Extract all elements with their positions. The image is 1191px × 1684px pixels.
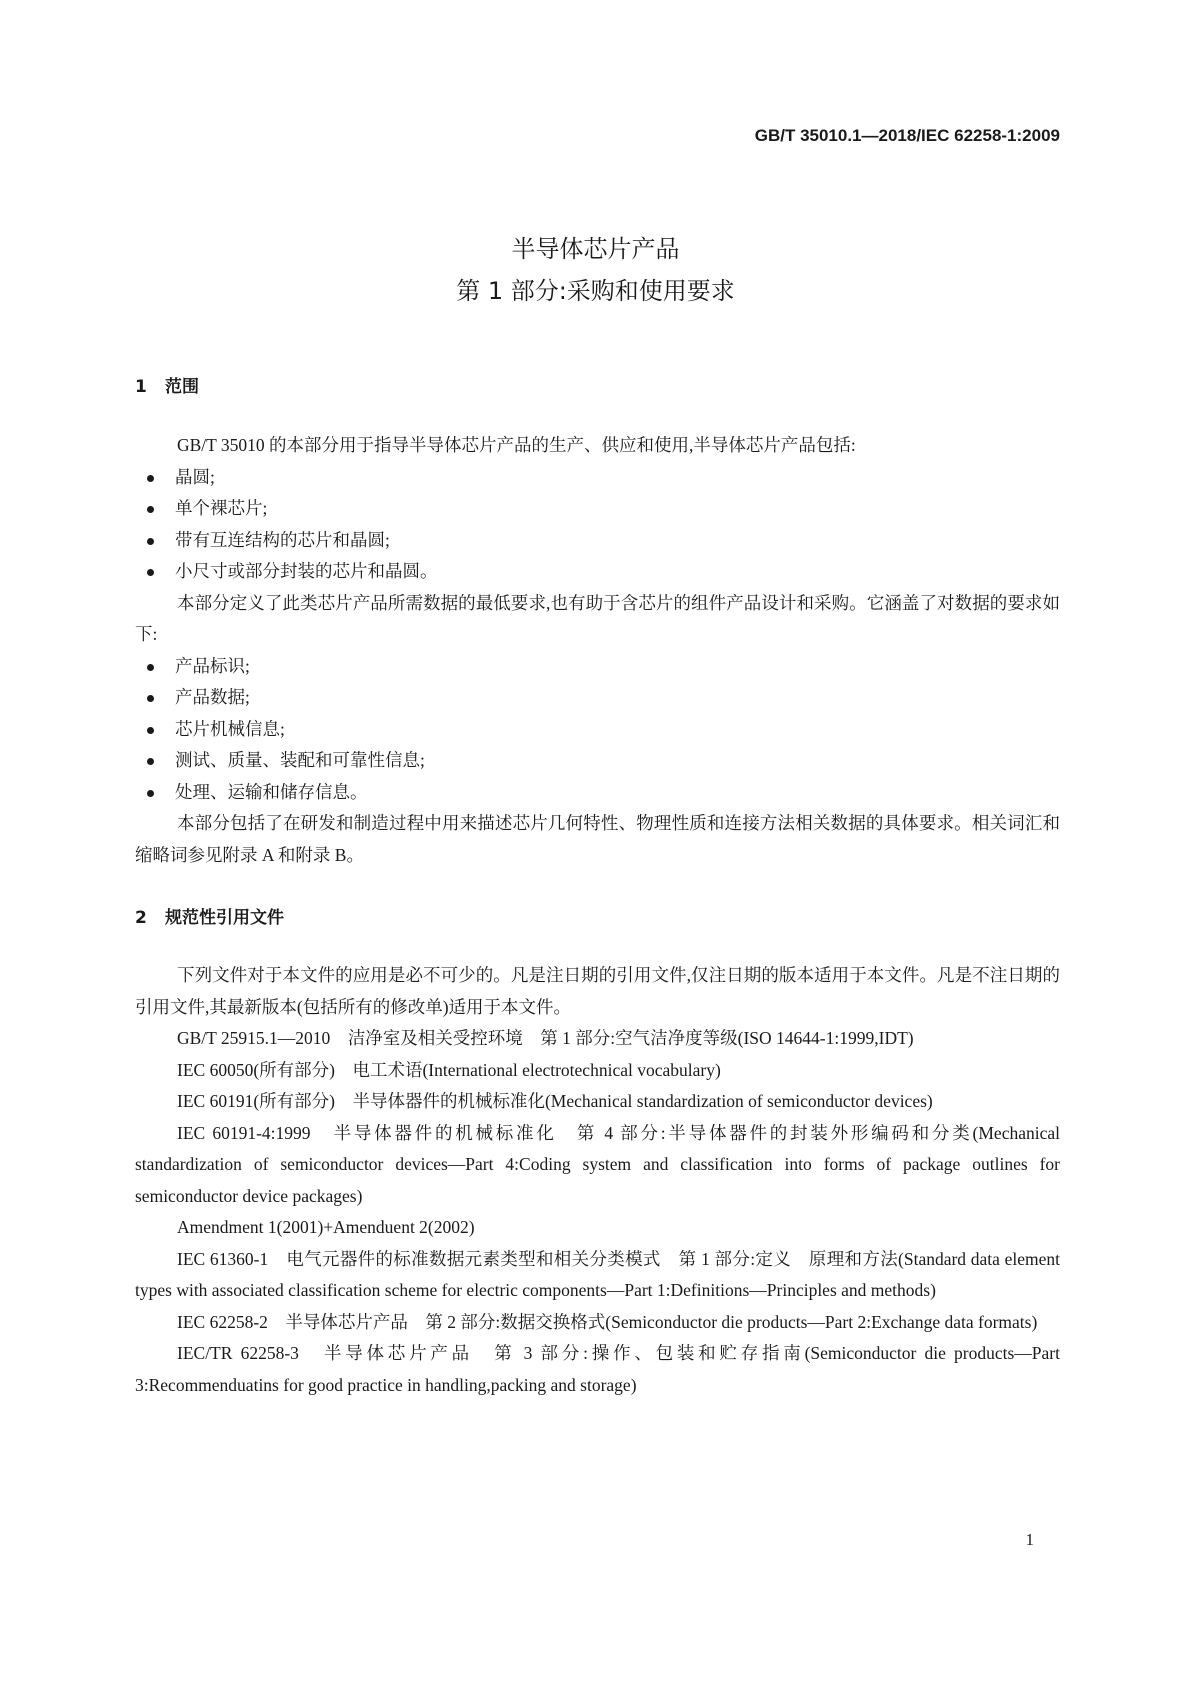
- document-title: [0, 228, 1191, 312]
- reference-item: GB/T 25915.1—2010 洁净室及相关受控环境 第 1 部分:空气洁净度等级(ISO 14644-1:1999,IDT): [177, 1028, 914, 1048]
- reference-item: IEC 60050(所有部分) 电工术语(International electrotechnical vocabulary): [177, 1059, 721, 1080]
- page-number: 1: [1025, 1530, 1034, 1549]
- reference-item: IEC 62258-2 半导体芯片产品 第 2 部分:数据交换格式(Semiconductor die products—Part 2:Exchange data formats): [177, 1311, 1038, 1332]
- reference-item: IEC 61360-1 电气元器件的标准数据元素类型和相关分类模式 第 1 部分:定义 原理和方法(Standard data element types with associated classification scheme for electric components—Part 1:Definitions—Principles and methods): [135, 1248, 1060, 1300]
- paragraph: 本部分包括了在研发和制造过程中用来描述芯片几何特性、物理性质和连接方法相关数据的具体要求。相关词汇和缩略词参见附录 A 和附录 B。: [135, 813, 1060, 865]
- list-item: 单个裸芯片;: [135, 493, 1060, 525]
- section-title: 范围: [165, 377, 199, 397]
- paragraph: 下列文件对于本文件的应用是必不可少的。凡是注日期的引用文件,仅注日期的版本适用于本文件。凡是不注日期的引用文件,其最新版本(包括所有的修改单)适用于本文件。: [135, 965, 1060, 1017]
- list-item: 测试、质量、装配和可靠性信息;: [135, 745, 1060, 777]
- section-2-body: [135, 960, 1060, 1401]
- section-number: 2: [135, 908, 147, 928]
- reference-item: IEC/TR 62258-3 半导体芯片产品 第 3 部分:操作、包装和贮存指南(Semiconductor die products—Part 3:Recommenduatins for good practice in handling,packing and storage): [135, 1343, 1060, 1395]
- list-item: 产品数据;: [135, 682, 1060, 714]
- section-2-heading: [135, 903, 284, 928]
- list-item: 带有互连结构的芯片和晶圆;: [135, 525, 1060, 557]
- section-title: 规范性引用文件: [165, 908, 284, 928]
- reference-item: IEC 60191-4:1999 半导体器件的机械标准化 第 4 部分:半导体器件的封装外形编码和分类(Mechanical standardization of semiconductor devices—Part 4:Coding system and classification into forms of package outlines for semiconductor device packages): [135, 1122, 1060, 1206]
- list-item: 小尺寸或部分封装的芯片和晶圆。: [135, 556, 1060, 588]
- list-item: 产品标识;: [135, 651, 1060, 683]
- list-item: 芯片机械信息;: [135, 714, 1060, 746]
- section-number: 1: [135, 377, 147, 397]
- standard-code: GB/T 35010.1—2018/IEC 62258-1:2009: [754, 126, 1060, 145]
- list-item: 晶圆;: [135, 462, 1060, 494]
- reference-item: Amendment 1(2001)+Amenduent 2(2002): [177, 1217, 475, 1237]
- section-1-heading: [135, 372, 199, 397]
- list-item: 处理、运输和储存信息。: [135, 777, 1060, 809]
- reference-item: IEC 60191(所有部分) 半导体器件的机械标准化(Mechanical standardization of semiconductor devices): [177, 1091, 933, 1111]
- title-line-2: 第 1 部分:采购和使用要求: [456, 277, 735, 305]
- section-1-body: [135, 430, 1060, 871]
- paragraph: 本部分定义了此类芯片产品所需数据的最低要求,也有助于含芯片的组件产品设计和采购。它涵盖了对数据的要求如下:: [135, 592, 1060, 644]
- title-line-1: 半导体芯片产品: [511, 235, 680, 263]
- paragraph: GB/T 35010 的本部分用于指导半导体芯片产品的生产、供应和使用,半导体芯片产品包括:: [177, 435, 856, 455]
